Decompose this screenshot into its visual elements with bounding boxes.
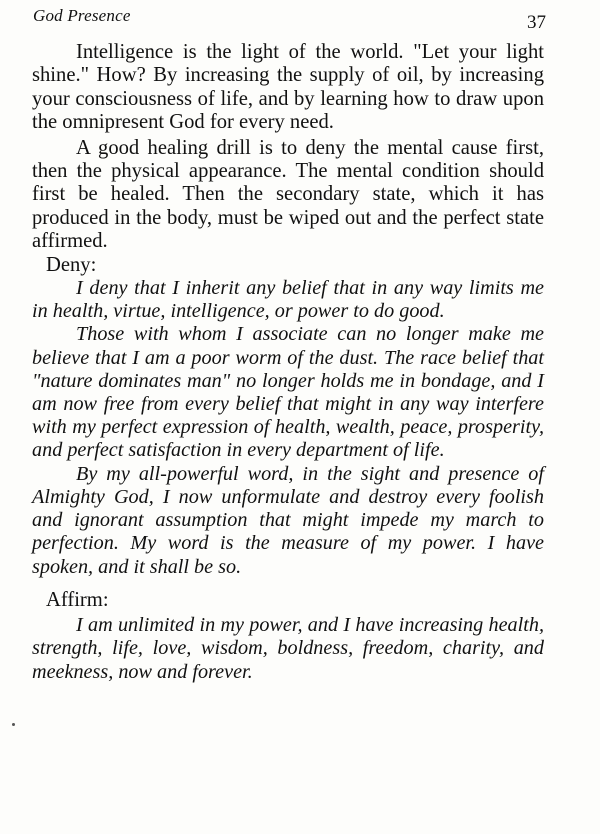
affirm-statement: I am unlimited in my power, and I have increasing health, strength, life, love, wisdom, boldness, freedom, charity, and meekness, now and forever. [32, 614, 544, 683]
deny-statement-1: I deny that I inherit any belief that in any way limits me in health, virtue, intelligence, or power to do good. [32, 277, 544, 323]
affirm-label: Affirm: [46, 588, 109, 611]
deny-statement-3: By my all-powerful word, in the sight and presence of Almighty God, I now unformulate and destroy every foolish and ignorant assumption that might impede my march to perfection. My word is the measure of my power. I have spoken, and it shall be so. [32, 462, 544, 578]
page-body [32, 41, 544, 684]
page-number: 37 [527, 12, 546, 33]
running-head: God Presence [33, 6, 131, 25]
paragraph-intelligence: Intelligence is the light of the world. "Let your light shine." How? By increasing the supply of oil, by increasing your consciousness of life, and by learning how to draw upon the omnipresent God for every need. [32, 41, 544, 134]
stray-ink-dot [12, 723, 15, 726]
deny-label: Deny: [46, 253, 97, 276]
deny-statement-2: Those with whom I associate can no longer make me believe that I am a poor worm of the dust. The race belief that "nature dominates man" no longer holds me in bondage, and I am now free from every belief that might in any way interfere with my perfect expression of health, wealth, peace, prosperity, and perfect satisfaction in every department of life. [32, 323, 544, 462]
paragraph-healing-drill: A good healing drill is to deny the mental cause first, then the physical appearance. The mental condition should first be healed. Then the secondary state, which it has produced in the body, must be wiped out and the perfect state affirmed. [32, 136, 544, 253]
